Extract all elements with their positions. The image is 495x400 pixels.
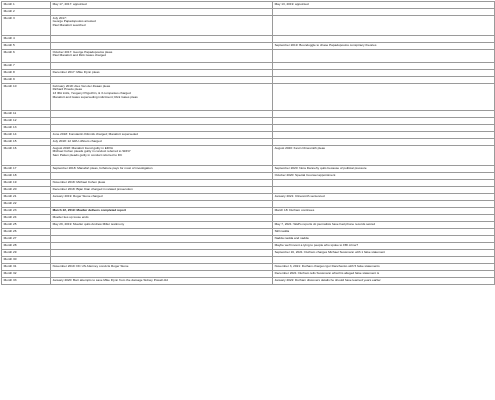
mueller-event-cell xyxy=(51,250,273,257)
mueller-event-cell xyxy=(51,222,273,229)
month-cell: Month 33 xyxy=(2,278,51,285)
table-row xyxy=(2,208,495,215)
event-line: November 3, 2021: Durham charges Igor Danchenko with 5 false statements xyxy=(274,263,380,268)
month-cell: Month 19 xyxy=(2,180,51,187)
table-row xyxy=(2,2,495,9)
table-row xyxy=(2,146,495,166)
mueller-event-cell xyxy=(51,215,273,222)
mueller-event-cell xyxy=(51,236,273,243)
durham-event-cell xyxy=(273,111,495,118)
mueller-event-cell xyxy=(51,278,273,285)
table-row xyxy=(2,236,495,243)
durham-event-cell xyxy=(273,70,495,77)
mueller-event-cell xyxy=(51,173,273,180)
event-line: Mueller ties up loose ends xyxy=(52,214,89,219)
event-line: March 18: Durham continues xyxy=(274,207,315,212)
table-row xyxy=(2,70,495,77)
event-line: May 29, 2019: Mueller quits Andrew Miller testimony xyxy=(52,221,125,226)
durham-event-cell xyxy=(273,166,495,173)
month-cell: Month 18 xyxy=(2,173,51,180)
durham-event-cell xyxy=(273,187,495,194)
event-line: Maybe we'll invent a lying to people who spoke to FBI crime? xyxy=(274,242,359,247)
mueller-event-cell xyxy=(51,77,273,84)
mueller-event-cell xyxy=(51,139,273,146)
month-cell: Month 24 xyxy=(2,215,51,222)
durham-event-cell xyxy=(273,194,495,201)
event-line: Sam Patten pleads guilty in conduct referred to DC xyxy=(52,152,123,157)
durham-event-cell xyxy=(273,63,495,70)
durham-event-cell xyxy=(273,278,495,285)
table-row xyxy=(2,77,495,84)
table-row xyxy=(2,132,495,139)
month-cell: Month 22 xyxy=(2,201,51,208)
table-row xyxy=(2,194,495,201)
table-row xyxy=(2,180,495,187)
event-line: Paul Manafort and Rick Gates charged xyxy=(52,53,106,58)
table-row xyxy=(2,50,495,63)
event-line: Michael Cohen pleads guilty in conduct referred to SDNY xyxy=(52,149,131,154)
mueller-event-cell xyxy=(51,111,273,118)
month-cell: Month 5 xyxy=(2,43,51,50)
month-cell: Month 26 xyxy=(2,229,51,236)
month-cell: Month 9 xyxy=(2,77,51,84)
table-row xyxy=(2,187,495,194)
mueller-event-cell xyxy=(51,118,273,125)
durham-event-cell xyxy=(273,9,495,16)
durham-event-cell xyxy=(273,50,495,63)
durham-event-cell xyxy=(273,173,495,180)
event-line: September 2020: Nora Dannehy quits because of political pressure xyxy=(274,165,367,170)
timeline-rows xyxy=(2,2,495,285)
durham-event-cell xyxy=(273,180,495,187)
mueller-event-cell xyxy=(51,132,273,139)
month-cell: Month 31 xyxy=(2,264,51,271)
event-line: George Papadopoulos arrested xyxy=(52,19,96,24)
month-cell: Month 32 xyxy=(2,271,51,278)
month-cell: Month 14 xyxy=(2,132,51,139)
table-row xyxy=(2,278,495,285)
table-row xyxy=(2,264,495,271)
durham-event-cell xyxy=(273,118,495,125)
event-line: October 2020: Special Counsel appointment xyxy=(274,172,336,177)
table-row xyxy=(2,43,495,50)
event-line: September 2019: Boondoggle to chase Papadopoulos conspiracy theories xyxy=(274,42,377,47)
table-row xyxy=(2,139,495,146)
mueller-event-cell xyxy=(51,271,273,278)
durham-event-cell xyxy=(273,229,495,236)
durham-event-cell xyxy=(273,125,495,132)
durham-event-cell xyxy=(273,215,495,222)
month-cell: Month 3 xyxy=(2,16,51,36)
durham-event-cell xyxy=(273,236,495,243)
event-line: Manafort and Gates superseding indictment; Rick Gates pleas xyxy=(52,94,138,99)
event-line: January 2019: Roger Stone charged xyxy=(52,193,103,198)
mueller-event-cell xyxy=(51,166,273,173)
durham-event-cell xyxy=(273,208,495,215)
table-row xyxy=(2,118,495,125)
event-line: July 2018: 12 GRU officers charged xyxy=(52,138,102,143)
event-line: January 2022: Durham discovers details he should have learned years earlier xyxy=(274,277,381,282)
durham-event-cell xyxy=(273,2,495,9)
durham-event-cell xyxy=(273,16,495,36)
event-line: March 22, 2019: Mueller delivers completed report xyxy=(52,207,127,212)
table-row xyxy=(2,215,495,222)
month-cell: Month 25 xyxy=(2,222,51,229)
month-cell: Month 2 xyxy=(2,9,51,16)
event-line: May 13, 2019: appointed xyxy=(274,1,309,6)
mueller-event-cell xyxy=(51,264,273,271)
table-row xyxy=(2,125,495,132)
mueller-event-cell xyxy=(51,243,273,250)
event-line: December 2021: Durham tells Sussmann what his alleged false statement is xyxy=(274,270,380,275)
event-line: November 2018: Michael Cohen pleas xyxy=(52,179,106,184)
event-line: September 2018: Manafort pleas, forfeiture pays for most of investigation xyxy=(52,165,153,170)
durham-event-cell xyxy=(273,243,495,250)
event-line: Still nadda xyxy=(274,228,290,233)
table-row xyxy=(2,243,495,250)
month-cell: Month 21 xyxy=(2,194,51,201)
month-cell: Month 13 xyxy=(2,125,51,132)
event-line: Paul Manafort searched xyxy=(52,22,86,27)
month-cell: Month 20 xyxy=(2,187,51,194)
month-cell: Month 11 xyxy=(2,111,51,118)
event-line: July 2017: xyxy=(52,15,67,20)
mueller-event-cell xyxy=(51,257,273,264)
durham-event-cell xyxy=(273,201,495,208)
durham-event-cell xyxy=(273,36,495,43)
durham-event-cell xyxy=(273,43,495,50)
event-line: October 2017: George Papadopoulos pleas xyxy=(52,49,113,54)
durham-event-cell xyxy=(273,132,495,139)
table-row xyxy=(2,36,495,43)
mueller-event-cell xyxy=(51,84,273,111)
table-row xyxy=(2,63,495,70)
mueller-event-cell xyxy=(51,180,273,187)
mueller-event-cell xyxy=(51,125,273,132)
event-line: August 2020: Kevin Clinesmith pleas xyxy=(274,145,325,150)
durham-event-cell xyxy=(273,146,495,166)
mueller-event-cell xyxy=(51,194,273,201)
durham-event-cell xyxy=(273,222,495,229)
month-cell: Month 1 xyxy=(2,2,51,9)
month-cell: Month 16 xyxy=(2,146,51,166)
durham-event-cell xyxy=(273,271,495,278)
mueller-event-cell xyxy=(51,9,273,16)
month-cell: Month 28 xyxy=(2,243,51,250)
timeline-table xyxy=(1,1,495,285)
table-row xyxy=(2,257,495,264)
month-cell: Month 30 xyxy=(2,257,51,264)
durham-event-cell xyxy=(273,264,495,271)
table-row xyxy=(2,173,495,180)
durham-event-cell xyxy=(273,250,495,257)
mueller-event-cell xyxy=(51,70,273,77)
table-row xyxy=(2,111,495,118)
month-cell: Month 4 xyxy=(2,36,51,43)
table-row xyxy=(2,229,495,236)
event-line: 13 IRA trolls, Yevgeny Prigozhin, & 3 companies charged xyxy=(52,90,131,95)
mueller-event-cell xyxy=(51,229,273,236)
table-row xyxy=(2,16,495,36)
mueller-event-cell xyxy=(51,187,273,194)
durham-event-cell xyxy=(273,84,495,111)
month-cell: Month 7 xyxy=(2,63,51,70)
mueller-event-cell xyxy=(51,16,273,36)
table-row xyxy=(2,271,495,278)
event-line: January 2020: Barr attempts to save Mike Flynn from the damage Sidney Powell did xyxy=(52,277,168,282)
durham-event-cell xyxy=(273,139,495,146)
table-row xyxy=(2,222,495,229)
mueller-event-cell xyxy=(51,146,273,166)
month-cell: Month 6 xyxy=(2,50,51,63)
event-line: January 2021: Clinesmith sentenced xyxy=(274,193,325,198)
event-line: May 17, 2017: appointed xyxy=(52,1,87,6)
event-line: February 2018: Alex Van der Zwaan pleas xyxy=(52,83,111,88)
month-cell: Month 27 xyxy=(2,236,51,243)
event-line: May 7, 2021: WaPo reports dc journalists have had phone records seized xyxy=(274,221,376,226)
event-line: June 2018: Konstantin Kilimnik charged; Manafort superseded xyxy=(52,131,138,136)
mueller-event-cell xyxy=(51,36,273,43)
mueller-event-cell xyxy=(51,201,273,208)
mueller-event-cell xyxy=(51,63,273,70)
month-cell: Month 23 xyxy=(2,208,51,215)
table-row xyxy=(2,250,495,257)
mueller-event-cell xyxy=(51,43,273,50)
mueller-event-cell xyxy=(51,208,273,215)
month-cell: Month 17 xyxy=(2,166,51,173)
month-cell: Month 10 xyxy=(2,84,51,111)
event-line: Nadda nadda and nadda xyxy=(274,235,309,240)
month-cell: Month 12 xyxy=(2,118,51,125)
event-line: December 2017: Mike Flynn pleas xyxy=(52,69,100,74)
month-cell: Month 8 xyxy=(2,70,51,77)
event-line: December 2018: Bijan Kian charged in related prosecution xyxy=(52,186,133,191)
table-row xyxy=(2,201,495,208)
durham-event-cell xyxy=(273,257,495,264)
event-line: September 16, 2021: Durham charges Michael Sussmann with 1 false statement xyxy=(274,249,385,254)
mueller-event-cell xyxy=(51,2,273,9)
durham-event-cell xyxy=(273,77,495,84)
table-row xyxy=(2,84,495,111)
month-cell: Month 29 xyxy=(2,250,51,257)
mueller-event-cell xyxy=(51,50,273,63)
event-line: November 2019: DC US Attorney convicts Roger Stone xyxy=(52,263,129,268)
month-cell: Month 15 xyxy=(2,139,51,146)
event-line: August 2018: Manafort found guilty in EDVA xyxy=(52,145,113,150)
table-row xyxy=(2,9,495,16)
event-line: Richard Pinedo pleas xyxy=(52,87,83,92)
table-row xyxy=(2,166,495,173)
